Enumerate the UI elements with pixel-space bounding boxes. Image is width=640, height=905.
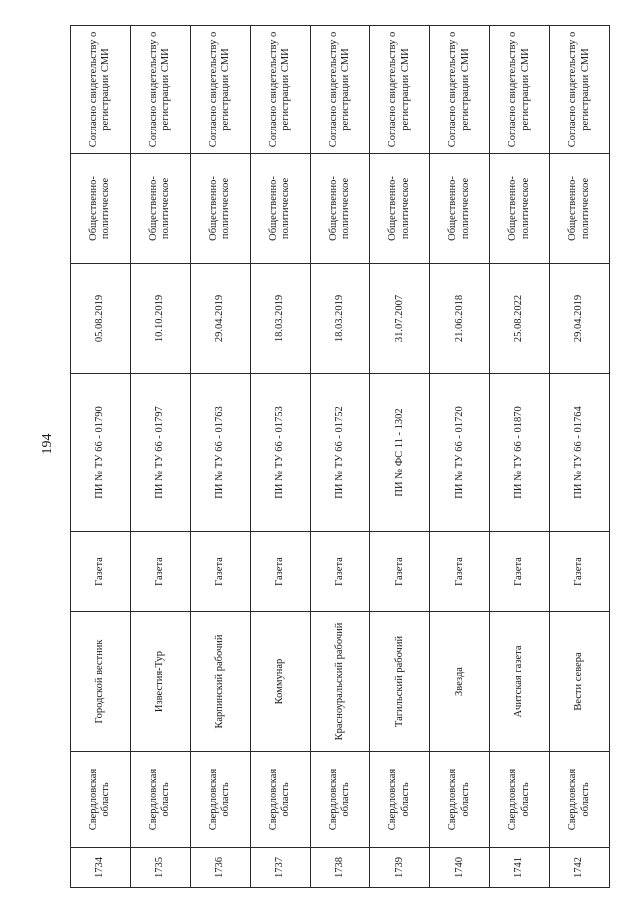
basis-cell: Согласно свидетельству о регистрации СМИ <box>490 26 550 154</box>
publication-title-cell: Карпинский рабочий <box>190 612 250 752</box>
region-cell: Свердловская область <box>71 752 131 848</box>
basis-cell: Согласно свидетельству о регистрации СМИ <box>71 26 131 154</box>
registration-number-cell: ПИ № ТУ 66 - 01790 <box>71 374 131 532</box>
region-cell: Свердловская область <box>190 752 250 848</box>
registration-date-cell: 10.10.2019 <box>130 264 190 374</box>
registration-number-cell: ПИ № ТУ 66 - 01764 <box>550 374 610 532</box>
basis-cell: Согласно свидетельству о регистрации СМИ <box>310 26 370 154</box>
registration-number-cell: ПИ № ТУ 66 - 01870 <box>490 374 550 532</box>
row-number: 1740 <box>430 848 490 888</box>
table-row <box>370 26 430 888</box>
basis-cell: Согласно свидетельству о регистрации СМИ <box>130 26 190 154</box>
registration-date-cell: 29.04.2019 <box>190 264 250 374</box>
media-type-cell: Газета <box>310 532 370 612</box>
category-cell: Общественно-политическое <box>550 154 610 264</box>
publication-title-cell: Коммунар <box>250 612 310 752</box>
registration-date-cell: 29.04.2019 <box>550 264 610 374</box>
registration-date-cell: 18.03.2019 <box>250 264 310 374</box>
registration-number-cell: ПИ № ТУ 66 - 01753 <box>250 374 310 532</box>
media-type-cell: Газета <box>370 532 430 612</box>
registration-number-cell: ПИ № ТУ 66 - 01752 <box>310 374 370 532</box>
media-type-cell: Газета <box>71 532 131 612</box>
publication-title-cell: Ачитская газета <box>490 612 550 752</box>
registry-table <box>70 25 610 888</box>
registration-number-cell: ПИ № ТУ 66 - 01763 <box>190 374 250 532</box>
publication-title-cell: Тагильский рабочий <box>370 612 430 752</box>
page-number: 194 <box>40 433 55 455</box>
region-cell: Свердловская область <box>550 752 610 848</box>
table-row <box>250 26 310 888</box>
category-cell: Общественно-политическое <box>490 154 550 264</box>
registration-date-cell: 31.07.2007 <box>370 264 430 374</box>
publication-title-cell: Вести севера <box>550 612 610 752</box>
table-row <box>550 26 610 888</box>
publication-title-cell: Известия-Тур <box>130 612 190 752</box>
registration-date-cell: 25.08.2022 <box>490 264 550 374</box>
basis-cell: Согласно свидетельству о регистрации СМИ <box>190 26 250 154</box>
row-number: 1734 <box>71 848 131 888</box>
table-row <box>490 26 550 888</box>
registration-number-cell: ПИ № ТУ 66 - 01720 <box>430 374 490 532</box>
region-cell: Свердловская область <box>430 752 490 848</box>
category-cell: Общественно-политическое <box>310 154 370 264</box>
basis-cell: Согласно свидетельству о регистрации СМИ <box>370 26 430 154</box>
category-cell: Общественно-политическое <box>370 154 430 264</box>
category-cell: Общественно-политическое <box>250 154 310 264</box>
region-cell: Свердловская область <box>370 752 430 848</box>
media-type-cell: Газета <box>190 532 250 612</box>
row-number: 1738 <box>310 848 370 888</box>
basis-cell: Согласно свидетельству о регистрации СМИ <box>430 26 490 154</box>
region-cell: Свердловская область <box>310 752 370 848</box>
row-number: 1736 <box>190 848 250 888</box>
registration-date-cell: 18.03.2019 <box>310 264 370 374</box>
table-row <box>71 26 131 888</box>
category-cell: Общественно-политическое <box>71 154 131 264</box>
media-type-cell: Газета <box>490 532 550 612</box>
row-number: 1742 <box>550 848 610 888</box>
category-cell: Общественно-политическое <box>430 154 490 264</box>
publication-title-cell: Городской вестник <box>71 612 131 752</box>
publication-title-cell: Красноуральский рабочий <box>310 612 370 752</box>
media-type-cell: Газета <box>130 532 190 612</box>
registration-date-cell: 21.06.2018 <box>430 264 490 374</box>
row-number: 1737 <box>250 848 310 888</box>
table-row <box>430 26 490 888</box>
basis-cell: Согласно свидетельству о регистрации СМИ <box>250 26 310 154</box>
region-cell: Свердловская область <box>250 752 310 848</box>
registration-date-cell: 05.08.2019 <box>71 264 131 374</box>
media-type-cell: Газета <box>250 532 310 612</box>
media-type-cell: Газета <box>430 532 490 612</box>
table-row <box>130 26 190 888</box>
registry-table-rotated <box>70 26 610 888</box>
publication-title-cell: Звезда <box>430 612 490 752</box>
registration-number-cell: ПИ № ТУ 66 - 01797 <box>130 374 190 532</box>
registration-number-cell: ПИ № ФС 11 - 1302 <box>370 374 430 532</box>
row-number: 1739 <box>370 848 430 888</box>
category-cell: Общественно-политическое <box>130 154 190 264</box>
table-row <box>190 26 250 888</box>
region-cell: Свердловская область <box>130 752 190 848</box>
row-number: 1741 <box>490 848 550 888</box>
media-type-cell: Газета <box>550 532 610 612</box>
row-number: 1735 <box>130 848 190 888</box>
table-row <box>310 26 370 888</box>
basis-cell: Согласно свидетельству о регистрации СМИ <box>550 26 610 154</box>
region-cell: Свердловская область <box>490 752 550 848</box>
category-cell: Общественно-политическое <box>190 154 250 264</box>
